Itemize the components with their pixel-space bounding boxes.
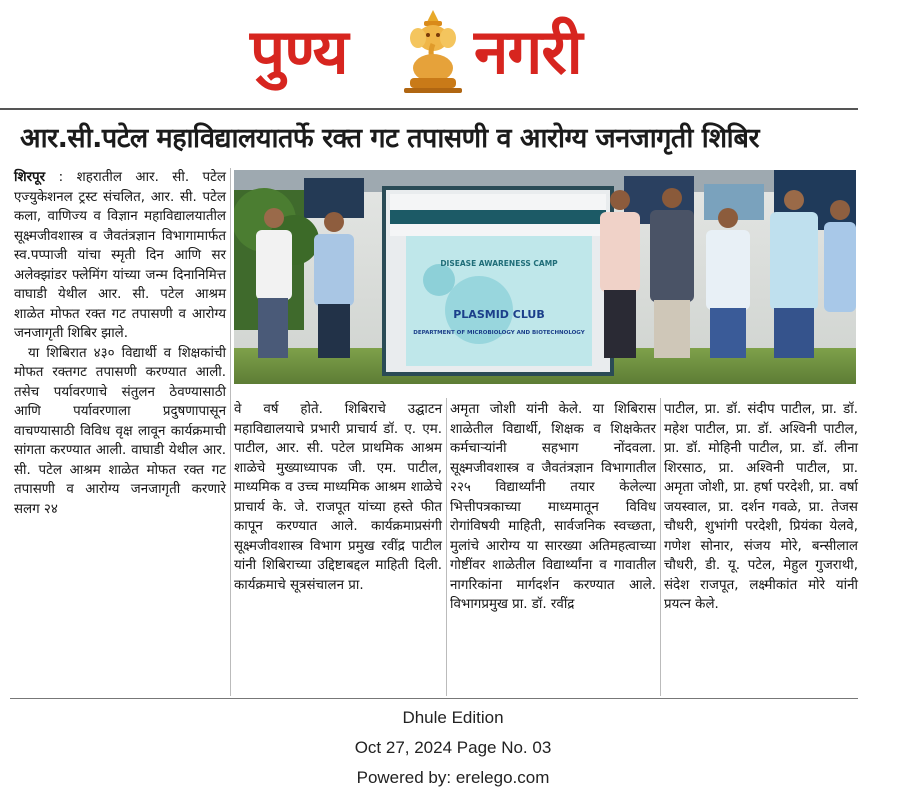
paragraph-2: या शिबिरात ४३० विद्यार्थी व शिक्षकांची मोफत रक्तगट तपासणी करण्यात आली. तसेच पर्यावरणाचे संतुलन ठेवण्यासाठी आणि पर्यावरणाला प्रदुषणापासून वाचण्यासाठी विविध वृक्ष लावून कार्यक्रमाची सांगता करण्यात आली. वाघाडी येथील आर. सी. पटेल आश्रम शाळेत मोफत रक्त गट तपासणी व आरोग्य जनजागृती करणारे सलग २४ <box>14 345 226 517</box>
article-column-3 <box>450 400 656 615</box>
banner-dept: DEPARTMENT OF MICROBIOLOGY AND BIOTECHNOLOGY <box>413 330 585 336</box>
article-column-1: शिरपूर : शहरातील आर. सी. पटेल एज्युकेशनल ट्रस्ट संचलित, आर. सी. पटेल कला, वाणिज्य व विज्ञान महाविद्यालयातील सूक्ष्मजीवशास्त्र व जैवतंत्रज्ञान विभागामार्फत स्व.पप्पाजी यांचा स्मृती दिन आणि सर अलेक्झांडर फ्लेमिंग यांच्या जन्म दिनानिमित्त वाघाडी येथील आर. सी. पटेल आश्रम शाळेत मोफत रक्त गट तपासणी व आरोग्य जनजागृती शिबिर झाले. या शिबिरात ४३० विद्यार्थी व शिक्षकांची मोफत रक्तगट तपासणी करण्यात आली. तसेच पर्यावरणाचे संतुलन ठेवण्यासाठी आणि पर्यावरणाला प्रदुषणापासून वाचण्यासाठी विविध वृक्ष लावून कार्यक्रमाची सांगता करण्यात आली. वाघाडी येथील आर. सी. पटेल आश्रम शाळेत मोफत रक्त गट तपासणी व आरोग्य जनजागृती करणारे सलग २४ <box>14 168 226 519</box>
paragraph-5: पाटील, प्रा. डॉ. संदीप पाटील, प्रा. डॉ. महेश पाटील, प्रा. डॉ. अश्विनी पाटील, प्रा. डॉ. मोहिनी पाटील, प्रा. डॉ. लीना शिरसाठ, प्रा. अश्विनी पाटील, प्रा. अमृता जोशी, प्रा. हर्षा परदेशी, प्रा. वर्षा जयस्वाल, प्रा. दर्शन गवळे, प्रा. तेजस चौधरी, शुभांगी परदेशी, प्रियंका येलवे, गणेश सोनार, संजय मोरे, बन्सीलाल चौधरी, डी. यू. पटेल, मेहुल गुजराथी, संदेश राजपूत, लक्ष्मीकांत मोरे यांनी प्रयत्न केले. <box>664 402 858 612</box>
date-page-label: Oct 27, 2024 Page No. 03 <box>354 738 552 757</box>
news-photo <box>234 170 856 384</box>
article-column-2 <box>234 400 442 595</box>
edition-label: Dhule Edition <box>402 708 504 727</box>
person-3 <box>600 190 640 358</box>
banner-club: PLASMID CLUB <box>453 308 545 321</box>
person-5 <box>706 208 750 358</box>
powered-by-label: Powered by: erelego.com <box>356 768 550 787</box>
masthead-name-right: नगरी <box>474 15 582 88</box>
column-divider <box>230 168 231 696</box>
paragraph-4: अमृता जोशी यांनी केले. या शिबिरास शाळेतील विद्यार्थी, शिक्षक व शिक्षकेतर कर्मचाऱ्यांनी सहभाग नोंदवला. सूक्ष्मजीवशास्त्र व जैवतंत्रज्ञान विभागातील २२५ विद्यार्थ्यांनी तयार केलेल्या भित्तीपत्रकाच्या माध्यमातून विविध रोगांविषयी माहिती, सार्वजनिक स्वच्छता, मुलांचे आरोग्य या सारख्या अतिमहत्वाच्या गोष्टींवर शाळेतील विद्यार्थ्यांना व गावातील नागरिकांना मार्गदर्शन करण्यात आले. विभागप्रमुख प्रा. डॉ. रवींद्र <box>450 402 656 612</box>
headline: आर.सी.पटेल महाविद्यालयातर्फे रक्त गट तपासणी व आरोग्य जनजागृती शिबिर <box>20 123 760 154</box>
dateline: शिरपूर <box>14 170 46 185</box>
paragraph-3: वे वर्ष होते. शिबिराचे उद्घाटन महाविद्यालयाचे प्रभारी प्राचार्य डॉ. ए. एम. पाटील, आर. सी. पटेल प्राथमिक आश्रम शाळेचे मुख्याध्यापक जी. एम. पाटील, माध्यमिक व उच्च माध्यमिक आश्रम शाळेचे प्राचार्य के. जे. राजपूत यांच्या हस्ते फीत कापून करण्यात आले. कार्यक्रमाप्रसंगी सूक्ष्मजीवशास्त्र विभाग प्रमुख रवींद्र पाटील यांनी शिबिराच्या उद्दिष्टाबद्दल माहिती दिली. कार्यक्रमाचे सूत्रसंचालन प्रा. <box>234 402 442 593</box>
article-bottom-rule <box>10 698 858 699</box>
person-6 <box>770 190 818 358</box>
person-4 <box>650 188 694 358</box>
column-divider <box>446 398 447 696</box>
paragraph-1: शहरातील आर. सी. पटेल एज्युकेशनल ट्रस्ट संचलित, आर. सी. पटेल कला, वाणिज्य व विज्ञान महाविद्यालयातील सूक्ष्मजीवशास्त्र व जैवतंत्रज्ञान विभागामार्फत स्व.पप्पाजी यांचा स्मृती दिन आणि सर अलेक्झांडर फ्लेमिंग यांच्या जन्म दिनानिमित्त वाघाडी येथील आर. सी. पटेल आश्रम शाळेत मोफत रक्त गट तपासणी व आरोग्य जनजागृती शिबिर झाले. <box>14 170 226 341</box>
banner-title: DISEASE AWARENESS CAMP <box>440 259 558 268</box>
masthead <box>0 0 906 108</box>
column-divider <box>660 398 661 696</box>
article-column-4 <box>664 400 858 615</box>
ganesh-idol-icon <box>398 4 468 96</box>
masthead-rule <box>0 108 858 110</box>
news-photo-image <box>234 170 856 384</box>
person-1 <box>256 208 292 358</box>
masthead-name-left: पुण्य <box>250 15 348 88</box>
